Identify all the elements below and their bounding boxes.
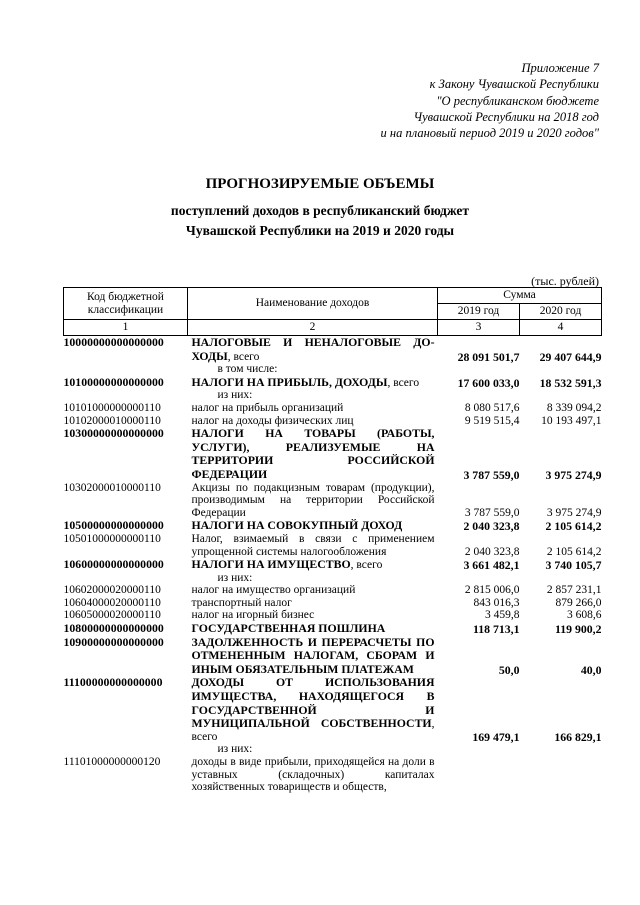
row-value-2020: 2 105 614,2 xyxy=(546,545,602,558)
row-value-2020 xyxy=(520,756,602,794)
document-subtitle-2: Чувашской Республики на 2019 и 2020 годы xyxy=(185,223,455,238)
header-num-3: 3 xyxy=(438,320,520,336)
row-value-2020: 29 407 644,9 xyxy=(539,349,602,364)
table-row xyxy=(64,584,602,597)
row-name-bold: ГОСУДАРСТВЕННАЯ ПОШЛИНА xyxy=(191,621,386,636)
row-value-2019 xyxy=(438,743,520,756)
row-code: 10101000000000110 xyxy=(63,401,161,414)
row-name-bold: НАЛОГИ НА ПРИБЫЛЬ, ДОХОДЫ xyxy=(191,374,388,389)
row-value-2019: 8 080 517,6 xyxy=(464,401,520,414)
row-subheading: из них: xyxy=(217,389,253,402)
row-code: 10501000000000110 xyxy=(63,532,161,545)
row-value-2020 xyxy=(520,363,602,376)
row-value-2019: 3 459,8 xyxy=(485,609,520,622)
row-code: 10300000000000000 xyxy=(63,426,164,441)
appendix-line: "О республиканском бюджете xyxy=(436,93,599,108)
row-value-2020: 10 193 497,1 xyxy=(541,414,602,427)
row-value-2020: 18 532 591,3 xyxy=(539,375,602,390)
row-value-2020: 119 900,2 xyxy=(554,622,602,637)
table-header xyxy=(64,288,602,336)
row-code: 11101000000000120 xyxy=(63,756,161,768)
row-value-2020: 3 608,6 xyxy=(567,609,602,622)
table-body xyxy=(64,336,602,794)
row-value-2019: 118 713,1 xyxy=(472,622,520,637)
header-num-2: 2 xyxy=(188,320,438,336)
header-code: Код бюджетной классификации xyxy=(64,288,188,320)
row-value-2019: 17 600 033,0 xyxy=(457,375,520,390)
appendix-line: к Закону Чувашской Республики xyxy=(429,77,599,92)
table-row xyxy=(64,743,602,756)
row-value-2019: 2 815 006,0 xyxy=(464,584,520,597)
row-value-2020: 879 266,0 xyxy=(555,596,602,609)
row-code: 10102000010000110 xyxy=(63,414,161,427)
row-value-2020 xyxy=(520,572,602,585)
row-value-2020 xyxy=(520,389,602,402)
row-value-2019: 2 040 323,8 xyxy=(463,519,520,534)
row-value-2020: 166 829,1 xyxy=(554,729,602,744)
row-value-2020: 2 857 231,1 xyxy=(546,584,602,597)
row-code: 10302000010000110 xyxy=(63,481,161,494)
row-value-2019: 843 016,3 xyxy=(473,596,520,609)
table-row xyxy=(64,558,602,572)
row-name xyxy=(188,427,438,481)
row-name-suffix: , всего xyxy=(350,559,383,572)
row-name-bold: НАЛОГИ НА СОВОКУПНЫЙ ДОХОД xyxy=(191,518,403,533)
row-name xyxy=(188,376,438,390)
row-code: 10605000020000110 xyxy=(63,609,161,622)
row-code xyxy=(64,743,188,756)
row-value-2019: 9 519 515,4 xyxy=(464,414,520,427)
row-value-2019: 3 661 482,1 xyxy=(463,558,520,573)
row-code xyxy=(64,572,188,585)
row-name xyxy=(188,519,438,533)
row-value-2019: 169 479,1 xyxy=(472,729,520,744)
row-code: 10000000000000000 xyxy=(63,335,164,349)
row-code xyxy=(64,389,188,402)
row-value-2019: 28 091 501,7 xyxy=(457,349,520,364)
header-name: Наименование доходов xyxy=(188,288,438,320)
row-name-bold: НАЛОГИ НА ИМУЩЕСТВО xyxy=(191,557,351,572)
row-value-2020: 2 105 614,2 xyxy=(545,519,602,534)
row-value-2020: 3 975 274,9 xyxy=(546,506,602,519)
row-name-bold: НАЛОГИ НА ТОВАРЫ (РАБОТЫ, УСЛУГИ), РЕАЛИЗУЕМЫЕ НА ТЕРРИТОРИИ РОССИЙСКОЙ ФЕДЕРАЦИИ xyxy=(191,426,435,481)
row-name: налог на имущество организаций xyxy=(191,584,356,597)
row-name: налог на игорный бизнес xyxy=(191,609,315,622)
row-value-2020: 3 975 274,9 xyxy=(545,467,602,482)
header-num-1: 1 xyxy=(64,320,188,336)
table-row xyxy=(64,622,602,636)
row-name-suffix: , всего xyxy=(387,376,420,389)
row-name xyxy=(188,389,438,402)
table-row xyxy=(64,482,602,520)
row-name xyxy=(188,336,438,364)
row-name-suffix: , всего xyxy=(191,718,435,743)
row-name: налог на прибыль организаций xyxy=(191,401,344,414)
row-name xyxy=(188,572,438,585)
row-name xyxy=(188,676,438,743)
row-code: 10800000000000000 xyxy=(63,621,164,636)
document-title: ПРОГНОЗИРУЕМЫЕ ОБЪЕМЫ xyxy=(205,176,435,192)
row-value-2020: 8 339 094,2 xyxy=(546,401,602,414)
header-sum: Сумма xyxy=(438,288,602,304)
row-value-2019: 3 787 559,0 xyxy=(463,467,520,482)
row-value-2019 xyxy=(438,572,520,585)
row-code: 10100000000000000 xyxy=(63,374,164,389)
row-subheading: в том числе: xyxy=(217,363,278,376)
row-code: 11100000000000000 xyxy=(63,675,163,690)
row-name-suffix: , всего xyxy=(227,350,260,363)
row-value-2019 xyxy=(438,389,520,402)
revenue-table xyxy=(63,287,602,794)
row-value-2020: 3 740 105,7 xyxy=(545,558,602,573)
appendix-line: Чувашской Республики на 2018 год xyxy=(413,109,599,124)
row-value-2019: 2 040 323,8 xyxy=(464,545,520,558)
row-name: транспортный налог xyxy=(191,596,292,609)
row-name xyxy=(188,743,438,756)
header-2019: 2019 год xyxy=(438,304,520,320)
table-row xyxy=(64,336,602,364)
row-name: Налог, взимаемый в связи с применением упрощенной системы налогообложения xyxy=(191,532,435,558)
row-code xyxy=(64,363,188,376)
table-row xyxy=(64,676,602,743)
row-subheading: из них: xyxy=(217,743,253,756)
table-row xyxy=(64,519,602,533)
table-row xyxy=(64,756,602,794)
appendix-line: Приложение 7 xyxy=(521,61,599,75)
row-value-2020 xyxy=(520,743,602,756)
row-name-bold: НАЛОГОВЫЕ И НЕНАЛОГОВЫЕ ДО-ХОДЫ xyxy=(191,335,435,363)
table-row xyxy=(64,572,602,585)
table-row xyxy=(64,427,602,481)
table-row xyxy=(64,636,602,677)
row-subheading: из них: xyxy=(217,571,253,584)
row-name xyxy=(188,636,438,677)
appendix-line: и на плановый период 2019 и 2020 годов" xyxy=(380,126,599,141)
appendix-note xyxy=(381,60,599,141)
row-code: 10500000000000000 xyxy=(63,518,164,533)
row-code: 10600000000000000 xyxy=(63,557,164,572)
row-value-2019: 3 787 559,0 xyxy=(464,506,520,519)
row-name-bold: ЗАДОЛЖЕННОСТЬ И ПЕРЕРАСЧЕТЫ ПО ОТМЕНЕННЫМ НАЛОГАМ, СБОРАМ И ИНЫМ ОБЯЗАТЕЛЬНЫМ ПЛАТЕЖАМ xyxy=(191,634,435,676)
header-2020: 2020 год xyxy=(520,304,602,320)
row-name-bold: ДОХОДЫ ОТ ИСПОЛЬЗОВАНИЯ ИМУЩЕСТВА, НАХОДЯЩЕГОСЯ В ГОСУДАРСТВЕННОЙ И МУНИЦИПАЛЬНОЙ СОБСТВЕННОСТИ xyxy=(191,675,435,731)
header-num-4: 4 xyxy=(520,320,602,336)
table-row xyxy=(64,597,602,610)
document-subtitle: поступлений доходов в республиканский бюджет xyxy=(170,203,470,218)
row-value-2019 xyxy=(438,363,520,376)
row-value-2019: 50,0 xyxy=(498,662,520,677)
table-row xyxy=(64,376,602,390)
row-name: доходы в виде прибыли, приходящейся на доли в уставных (складочных) капиталах хозяйственных товариществ и обществ, xyxy=(191,756,435,794)
row-name: налог на доходы физических лиц xyxy=(191,414,354,427)
row-code: 10900000000000000 xyxy=(63,634,164,649)
row-code: 10602000020000110 xyxy=(63,584,161,597)
row-code: 10604000020000110 xyxy=(63,596,161,609)
units-label: (тыс. рублей) xyxy=(531,274,599,288)
row-name xyxy=(188,558,438,572)
row-name xyxy=(188,622,438,636)
table-row xyxy=(64,533,602,558)
row-name: Акцизы по подакцизным товарам (продукции), производимым на территории Российской Федерации xyxy=(191,481,435,519)
row-value-2020: 40,0 xyxy=(580,662,602,677)
table-row xyxy=(64,402,602,415)
table-row xyxy=(64,389,602,402)
row-value-2019 xyxy=(438,756,520,794)
